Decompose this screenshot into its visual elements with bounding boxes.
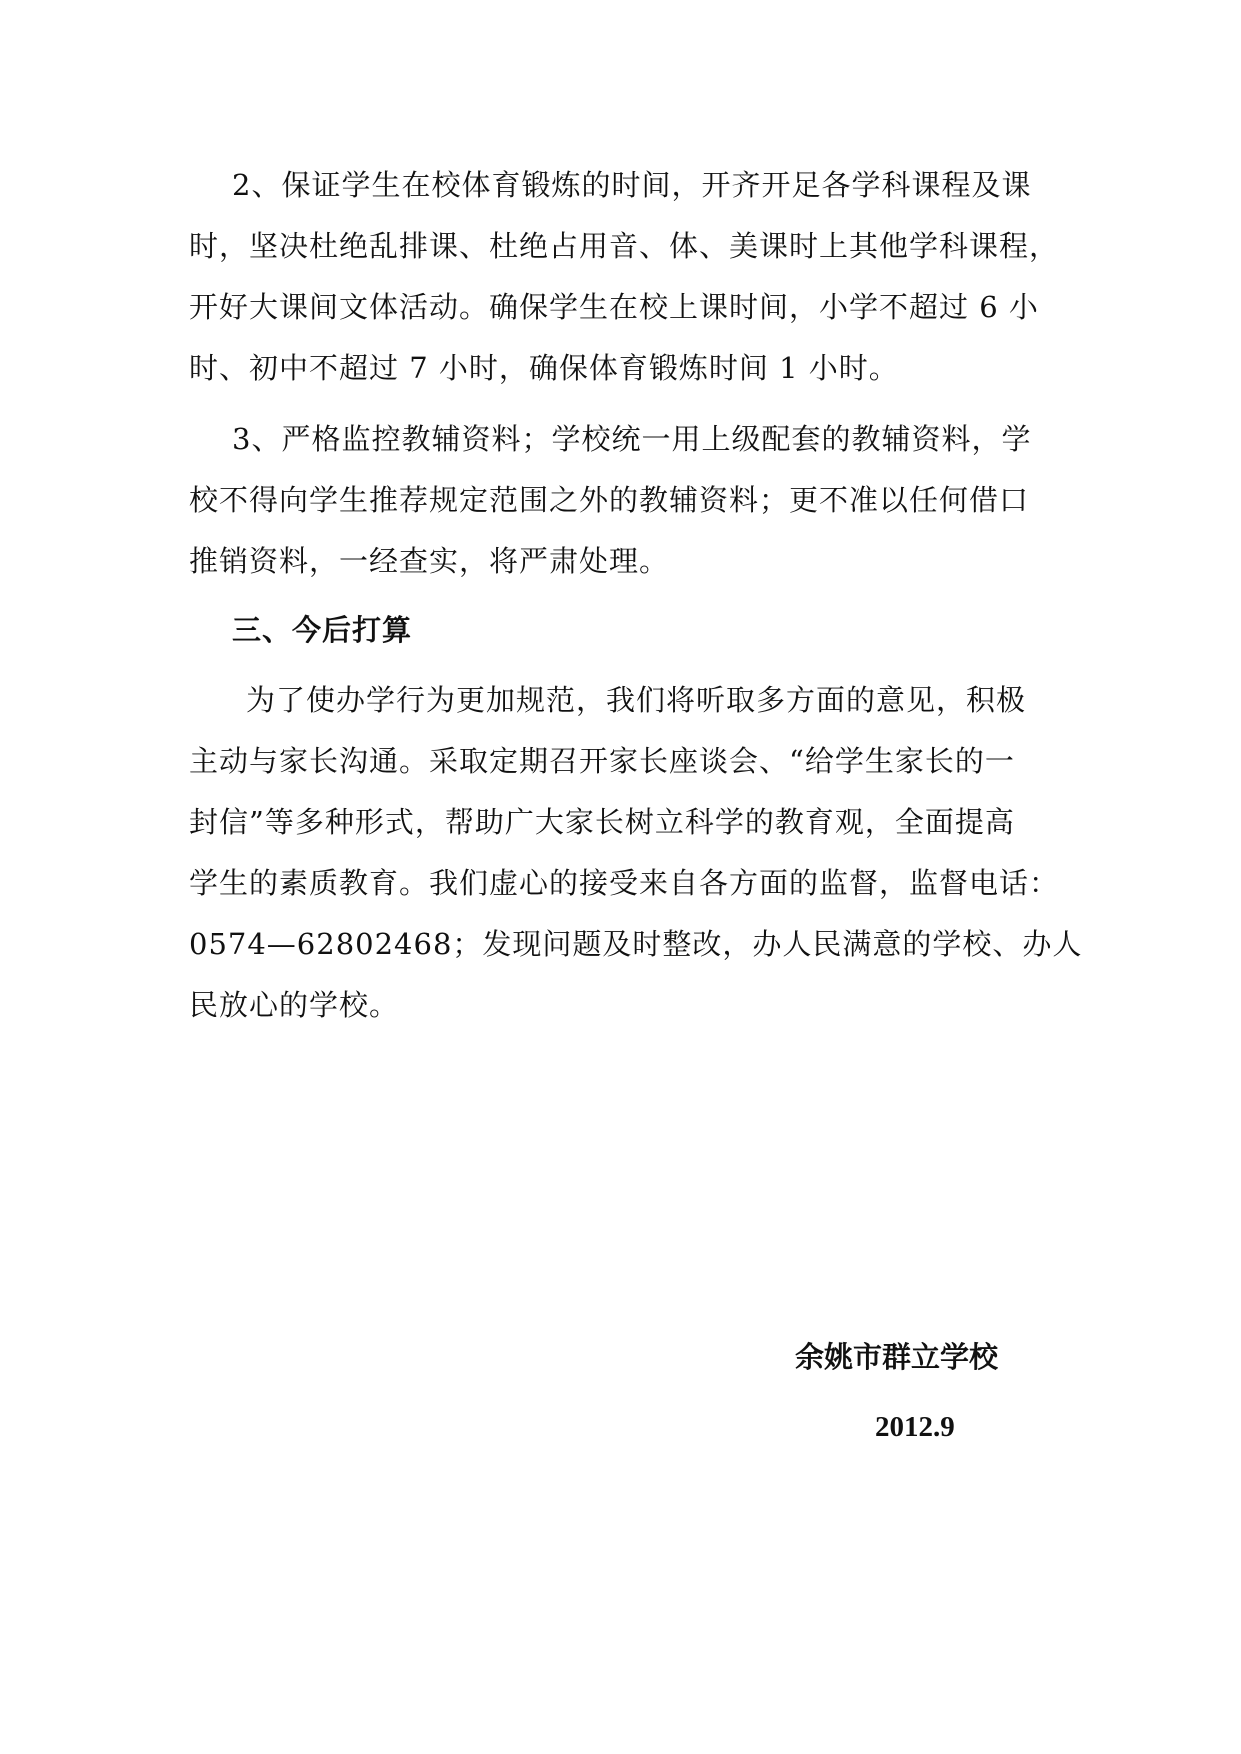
- signature-date: 2012.9: [875, 1411, 955, 1443]
- item3-line-3: 推销资料，一经查实，将严肃处理。: [189, 544, 670, 578]
- signature-school-name: 余姚市群立学校: [795, 1340, 999, 1374]
- section3-line-2: 主动与家长沟通。采取定期召开家长座谈会、“给学生家长的一: [189, 744, 1015, 778]
- section3-heading: 三、今后打算: [232, 613, 413, 647]
- section3-line-6: 民放心的学校。: [189, 988, 400, 1022]
- item3-line-1: 3、严格监控教辅资料；学校统一用上级配套的教辅资料，学: [232, 422, 1032, 456]
- item2-line-3: 开好大课间文体活动。确保学生在校上课时间，小学不超过 6 小: [189, 290, 1039, 324]
- section3-line-5: 0574—62802468；发现问题及时整改，办人民满意的学校、办人: [189, 927, 1083, 961]
- section3-line-4: 学生的素质教育。我们虚心的接受来自各方面的监督，监督电话：: [189, 866, 1060, 900]
- section3-line-1: 为了使办学行为更加规范，我们将听取多方面的意见，积极: [246, 683, 1027, 717]
- item2-line-2: 时，坚决杜绝乱排课、杜绝占用音、体、美课时上其他学科课程，: [189, 229, 1060, 263]
- item2-line-4: 时、初中不超过 7 小时，确保体育锻炼时间 1 小时。: [189, 351, 899, 385]
- section3-line-3: 封信”等多种形式，帮助广大家长树立科学的教育观，全面提高: [189, 805, 1015, 839]
- item3-line-2: 校不得向学生推荐规定范围之外的教辅资料；更不准以任何借口: [189, 483, 1030, 517]
- item2-line-1: 2、保证学生在校体育锻炼的时间，开齐开足各学科课程及课: [232, 168, 1032, 202]
